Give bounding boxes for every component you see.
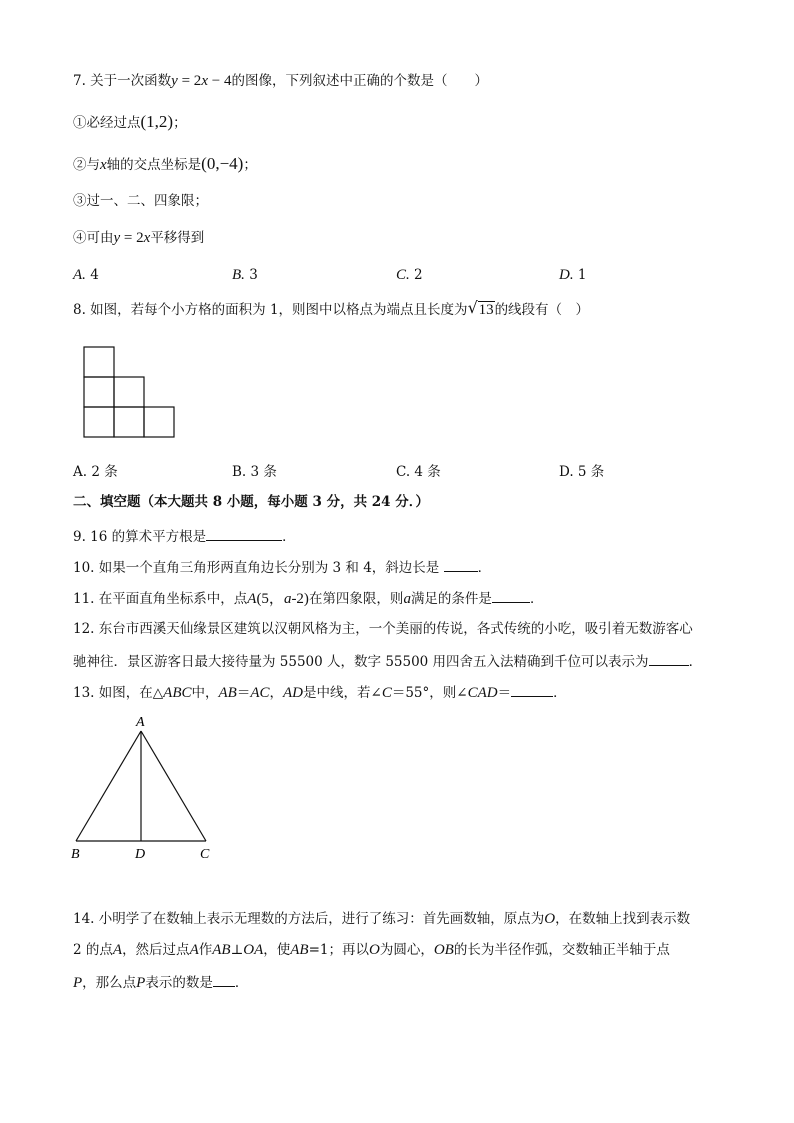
q7-statement-3: ③过一、二、四象限； bbox=[73, 193, 208, 209]
vertex-label-c: C bbox=[200, 847, 210, 862]
q14-line-3: P，那么点P表示的数是 ． bbox=[73, 972, 248, 992]
vertex-label-b: B bbox=[71, 847, 80, 862]
answer-blank[interactable] bbox=[213, 972, 235, 987]
q11-stem: 11. 在平面直角坐标系中，点A(5，a-2)在第四象限，则a满足的条件是 ． bbox=[73, 588, 543, 608]
q8-option-c: C. 4 条 bbox=[396, 464, 441, 480]
q14-line-1: 14. 小明学了在数轴上表示无理数的方法后，进行了练习：首先画数轴，原点为O，在数轴上找到表示数 bbox=[73, 911, 691, 927]
grid-cell bbox=[84, 407, 114, 437]
q8-option-b: B. 3 条 bbox=[232, 464, 277, 480]
answer-blank[interactable] bbox=[206, 526, 282, 541]
q7-statement-2: ②与x轴的交点坐标是(0,−4)； bbox=[73, 154, 257, 173]
grid-cell bbox=[84, 377, 114, 407]
point-label-d: D bbox=[135, 847, 146, 862]
q12-line-2: 驰神往．景区游客日最大接待量为 55500 人，数字 55500 用四舍五入法精确到千位可以表示为 ． bbox=[73, 651, 702, 671]
answer-blank[interactable] bbox=[511, 682, 553, 697]
q7-statement-4: ④可由y = 2x平移得到 bbox=[73, 230, 205, 246]
section-2-title: 二、填空题（本大题共 8 小题，每小题 3 分，共 24 分．） bbox=[73, 494, 430, 510]
q7-option-a: A. 4 bbox=[73, 267, 99, 283]
grid-cell bbox=[84, 347, 114, 377]
q14-line-2: 2 的点A，然后过点A作AB⊥OA，使AB=1；再以O为圆心，OB的长为半径作弧，交数轴正半轴于点 bbox=[73, 942, 670, 958]
q7-option-d: D. 1 bbox=[559, 267, 587, 283]
q13-stem: 13. 如图，在△ABC中，AB＝AC，AD是中线，若∠C＝55°，则∠CAD＝ ． bbox=[73, 682, 567, 702]
q13-triangle-figure bbox=[66, 712, 226, 862]
q10-stem: 10. 如果一个直角三角形两直角边长分别为 3 和 4，斜边长是 ． bbox=[73, 557, 491, 577]
q7-option-c: C. 2 bbox=[396, 267, 423, 283]
q8-stem: 8. 如图，若每个小方格的面积为 1，则图中以格点为端点且长度为 √ 13的线段有（ ） bbox=[73, 298, 590, 318]
grid-cell bbox=[114, 407, 144, 437]
grid-cell bbox=[144, 407, 174, 437]
q8-option-a: A. 2 条 bbox=[73, 464, 118, 480]
q8-option-d: D. 5 条 bbox=[559, 464, 605, 480]
q9-stem: 9. 16 的算术平方根是 ． bbox=[73, 526, 296, 546]
answer-blank[interactable] bbox=[649, 651, 689, 666]
q7-stem: 7. 关于一次函数y = 2x − 4的图像，下列叙述中正确的个数是（ ） bbox=[73, 73, 488, 89]
side-ab bbox=[76, 731, 141, 841]
vertex-label-a: A bbox=[136, 715, 145, 730]
q7-statement-1: ①必经过点(1,2)； bbox=[73, 112, 187, 131]
sqrt-13: √ 13 bbox=[467, 298, 494, 318]
grid-cell bbox=[114, 377, 144, 407]
q7-option-b: B. 3 bbox=[232, 267, 258, 283]
answer-blank[interactable] bbox=[492, 588, 530, 603]
q12-line-1: 12. 东台市西溪天仙缘景区建筑以汉朝风格为主，一个美丽的传说，各式传统的小吃，吸引着无数游客心 bbox=[73, 621, 693, 637]
side-ac bbox=[141, 731, 206, 841]
q8-grid-figure bbox=[80, 343, 180, 443]
answer-blank[interactable] bbox=[444, 557, 478, 572]
